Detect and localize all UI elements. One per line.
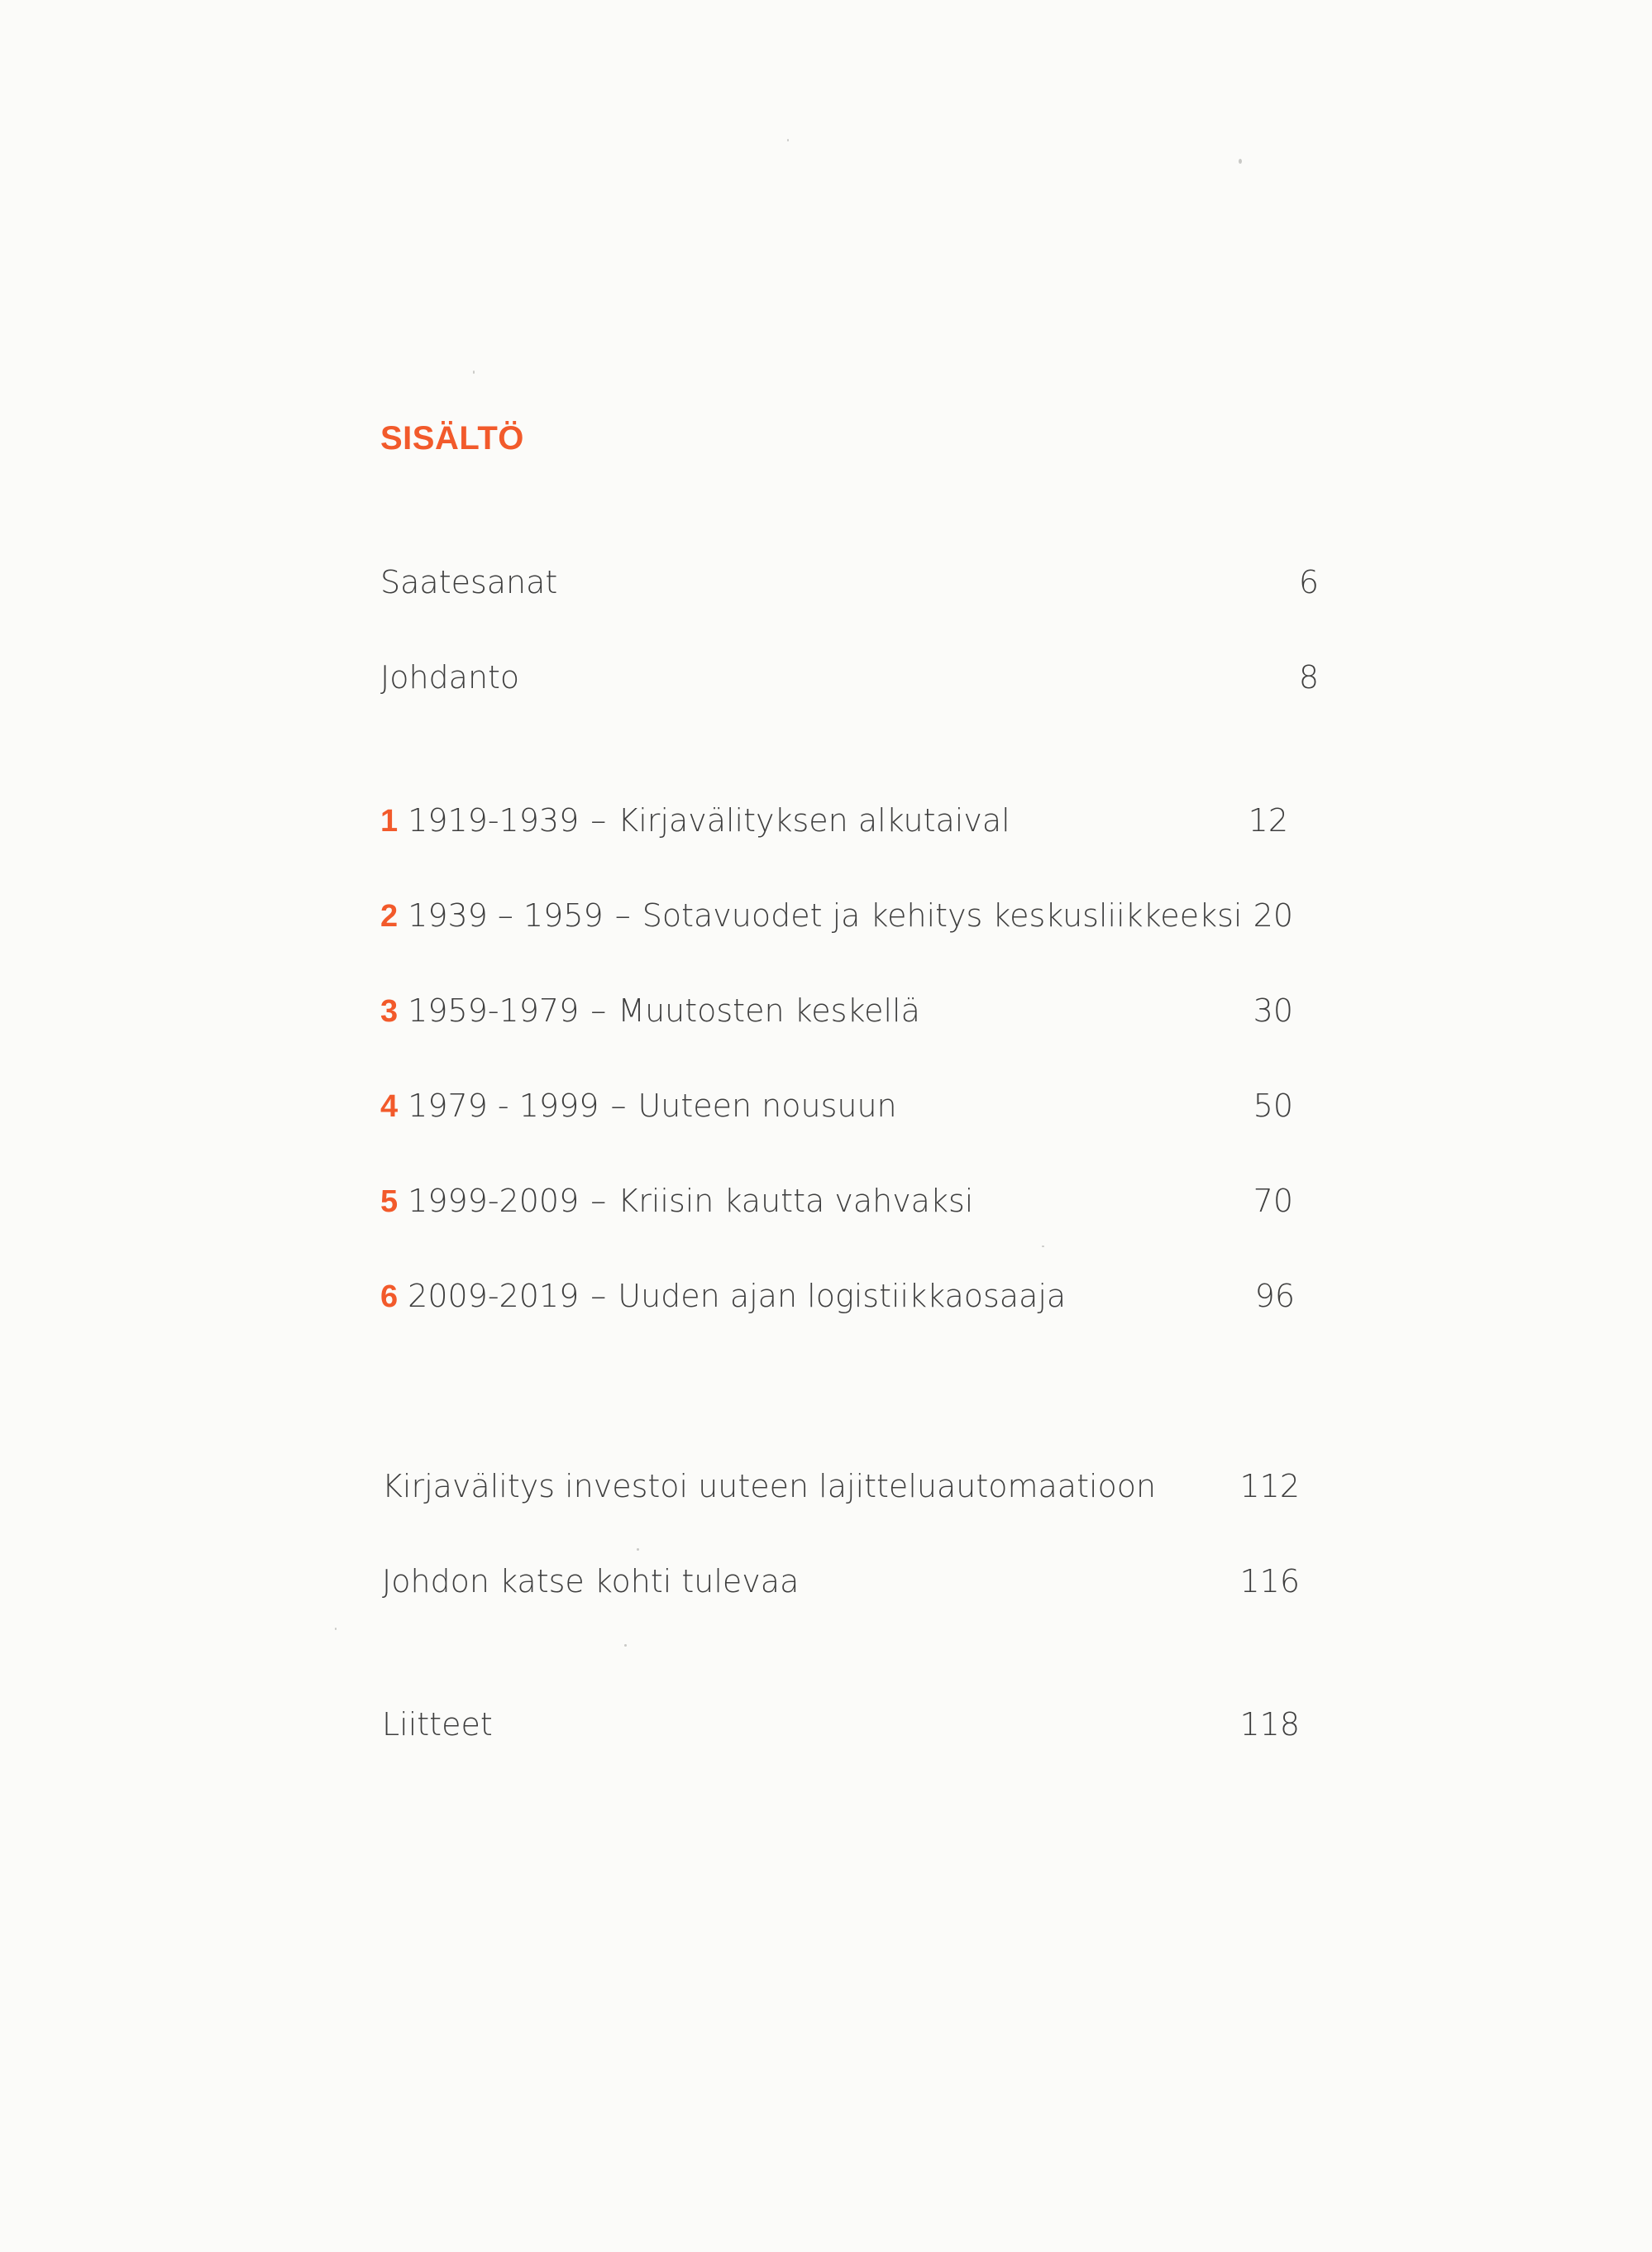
toc-chapter-title-line [380, 1183, 973, 1220]
toc-chapter-3[interactable] [380, 992, 1293, 1042]
toc-chapter-1[interactable] [380, 802, 1288, 852]
toc-entry-page: 116 [1239, 1563, 1300, 1599]
chapter-years: 1939 – 1959 [408, 897, 604, 934]
toc-entry-johdon-katse[interactable] [382, 1563, 1300, 1613]
chapter-title: Uuteen nousuun [637, 1088, 897, 1124]
toc-entry-page: 112 [1239, 1468, 1300, 1504]
toc-chapter-title-line [380, 1278, 1066, 1315]
toc-chapter-2[interactable] [380, 897, 1293, 947]
toc-chapter-title-line [380, 992, 920, 1030]
scan-speck [335, 1628, 337, 1630]
chapter-title: Kirjavälityksen alkutaival [618, 802, 1010, 839]
chapter-number: 3 [380, 994, 399, 1029]
scan-speck [637, 1548, 639, 1551]
chapter-dash: – [614, 897, 631, 934]
toc-entry-title: Johdanto [380, 659, 520, 696]
toc-chapter-6[interactable] [380, 1278, 1295, 1327]
chapter-dash: – [610, 1088, 627, 1124]
chapter-years: 1979 - 1999 [408, 1088, 599, 1124]
chapter-number: 6 [380, 1279, 399, 1314]
chapter-number: 5 [380, 1184, 399, 1219]
toc-entry-page: 118 [1239, 1706, 1300, 1743]
chapter-dash: – [590, 1278, 607, 1314]
chapter-number: 1 [380, 804, 399, 839]
toc-entry-page: 12 [1248, 802, 1288, 839]
toc-chapter-title-line [380, 802, 1010, 839]
toc-chapter-title-line [380, 1088, 897, 1125]
toc-entry-lajitteluautomaatio[interactable] [382, 1468, 1300, 1518]
scan-speck [787, 139, 789, 141]
toc-entry-liitteet[interactable] [382, 1706, 1300, 1756]
toc-entry-title: Saatesanat [380, 564, 558, 600]
chapter-years: 2009-2019 [408, 1278, 580, 1314]
chapter-years: 1919-1939 [408, 802, 580, 839]
chapter-years: 1999-2009 [408, 1183, 580, 1219]
toc-entry-page: 20 [1253, 897, 1293, 934]
toc-entry-title: Kirjavälitys investoi uuteen lajitteluautomaatioon [382, 1468, 1157, 1504]
toc-entry-johdanto[interactable] [380, 659, 1319, 709]
toc-entry-page: 8 [1298, 659, 1319, 696]
toc-entry-page: 6 [1298, 564, 1319, 600]
chapter-title: Kriisin kautta vahvaksi [618, 1183, 974, 1219]
toc-entry-page: 50 [1253, 1088, 1293, 1124]
toc-entry-page: 30 [1253, 992, 1293, 1029]
toc-chapter-4[interactable] [380, 1088, 1293, 1137]
scan-speck [1042, 1246, 1044, 1247]
chapter-dash: – [590, 802, 607, 839]
scan-speck [473, 371, 475, 374]
scan-speck [1239, 159, 1242, 164]
chapter-title: Sotavuodet ja kehitys keskusliikkeeksi [642, 897, 1243, 934]
toc-chapter-title-line [380, 897, 1242, 935]
toc-heading: SISÄLTÖ [380, 420, 524, 457]
chapter-number: 2 [380, 899, 399, 934]
chapter-title: Muutosten keskellä [618, 992, 920, 1029]
toc-entry-page: 70 [1253, 1183, 1293, 1219]
toc-entry-page: 96 [1254, 1278, 1295, 1314]
chapter-dash: – [590, 1183, 607, 1219]
toc-entry-title: Liitteet [382, 1706, 493, 1743]
chapter-years: 1959-1979 [408, 992, 580, 1029]
toc-entry-title: Johdon katse kohti tulevaa [382, 1563, 800, 1599]
toc-chapter-5[interactable] [380, 1183, 1293, 1232]
chapter-title: Uuden ajan logistiikkaosaaja [618, 1278, 1067, 1314]
chapter-number: 4 [380, 1089, 399, 1124]
scan-speck [624, 1644, 627, 1647]
chapter-dash: – [590, 992, 607, 1029]
toc-entry-saatesanat[interactable] [380, 564, 1319, 614]
